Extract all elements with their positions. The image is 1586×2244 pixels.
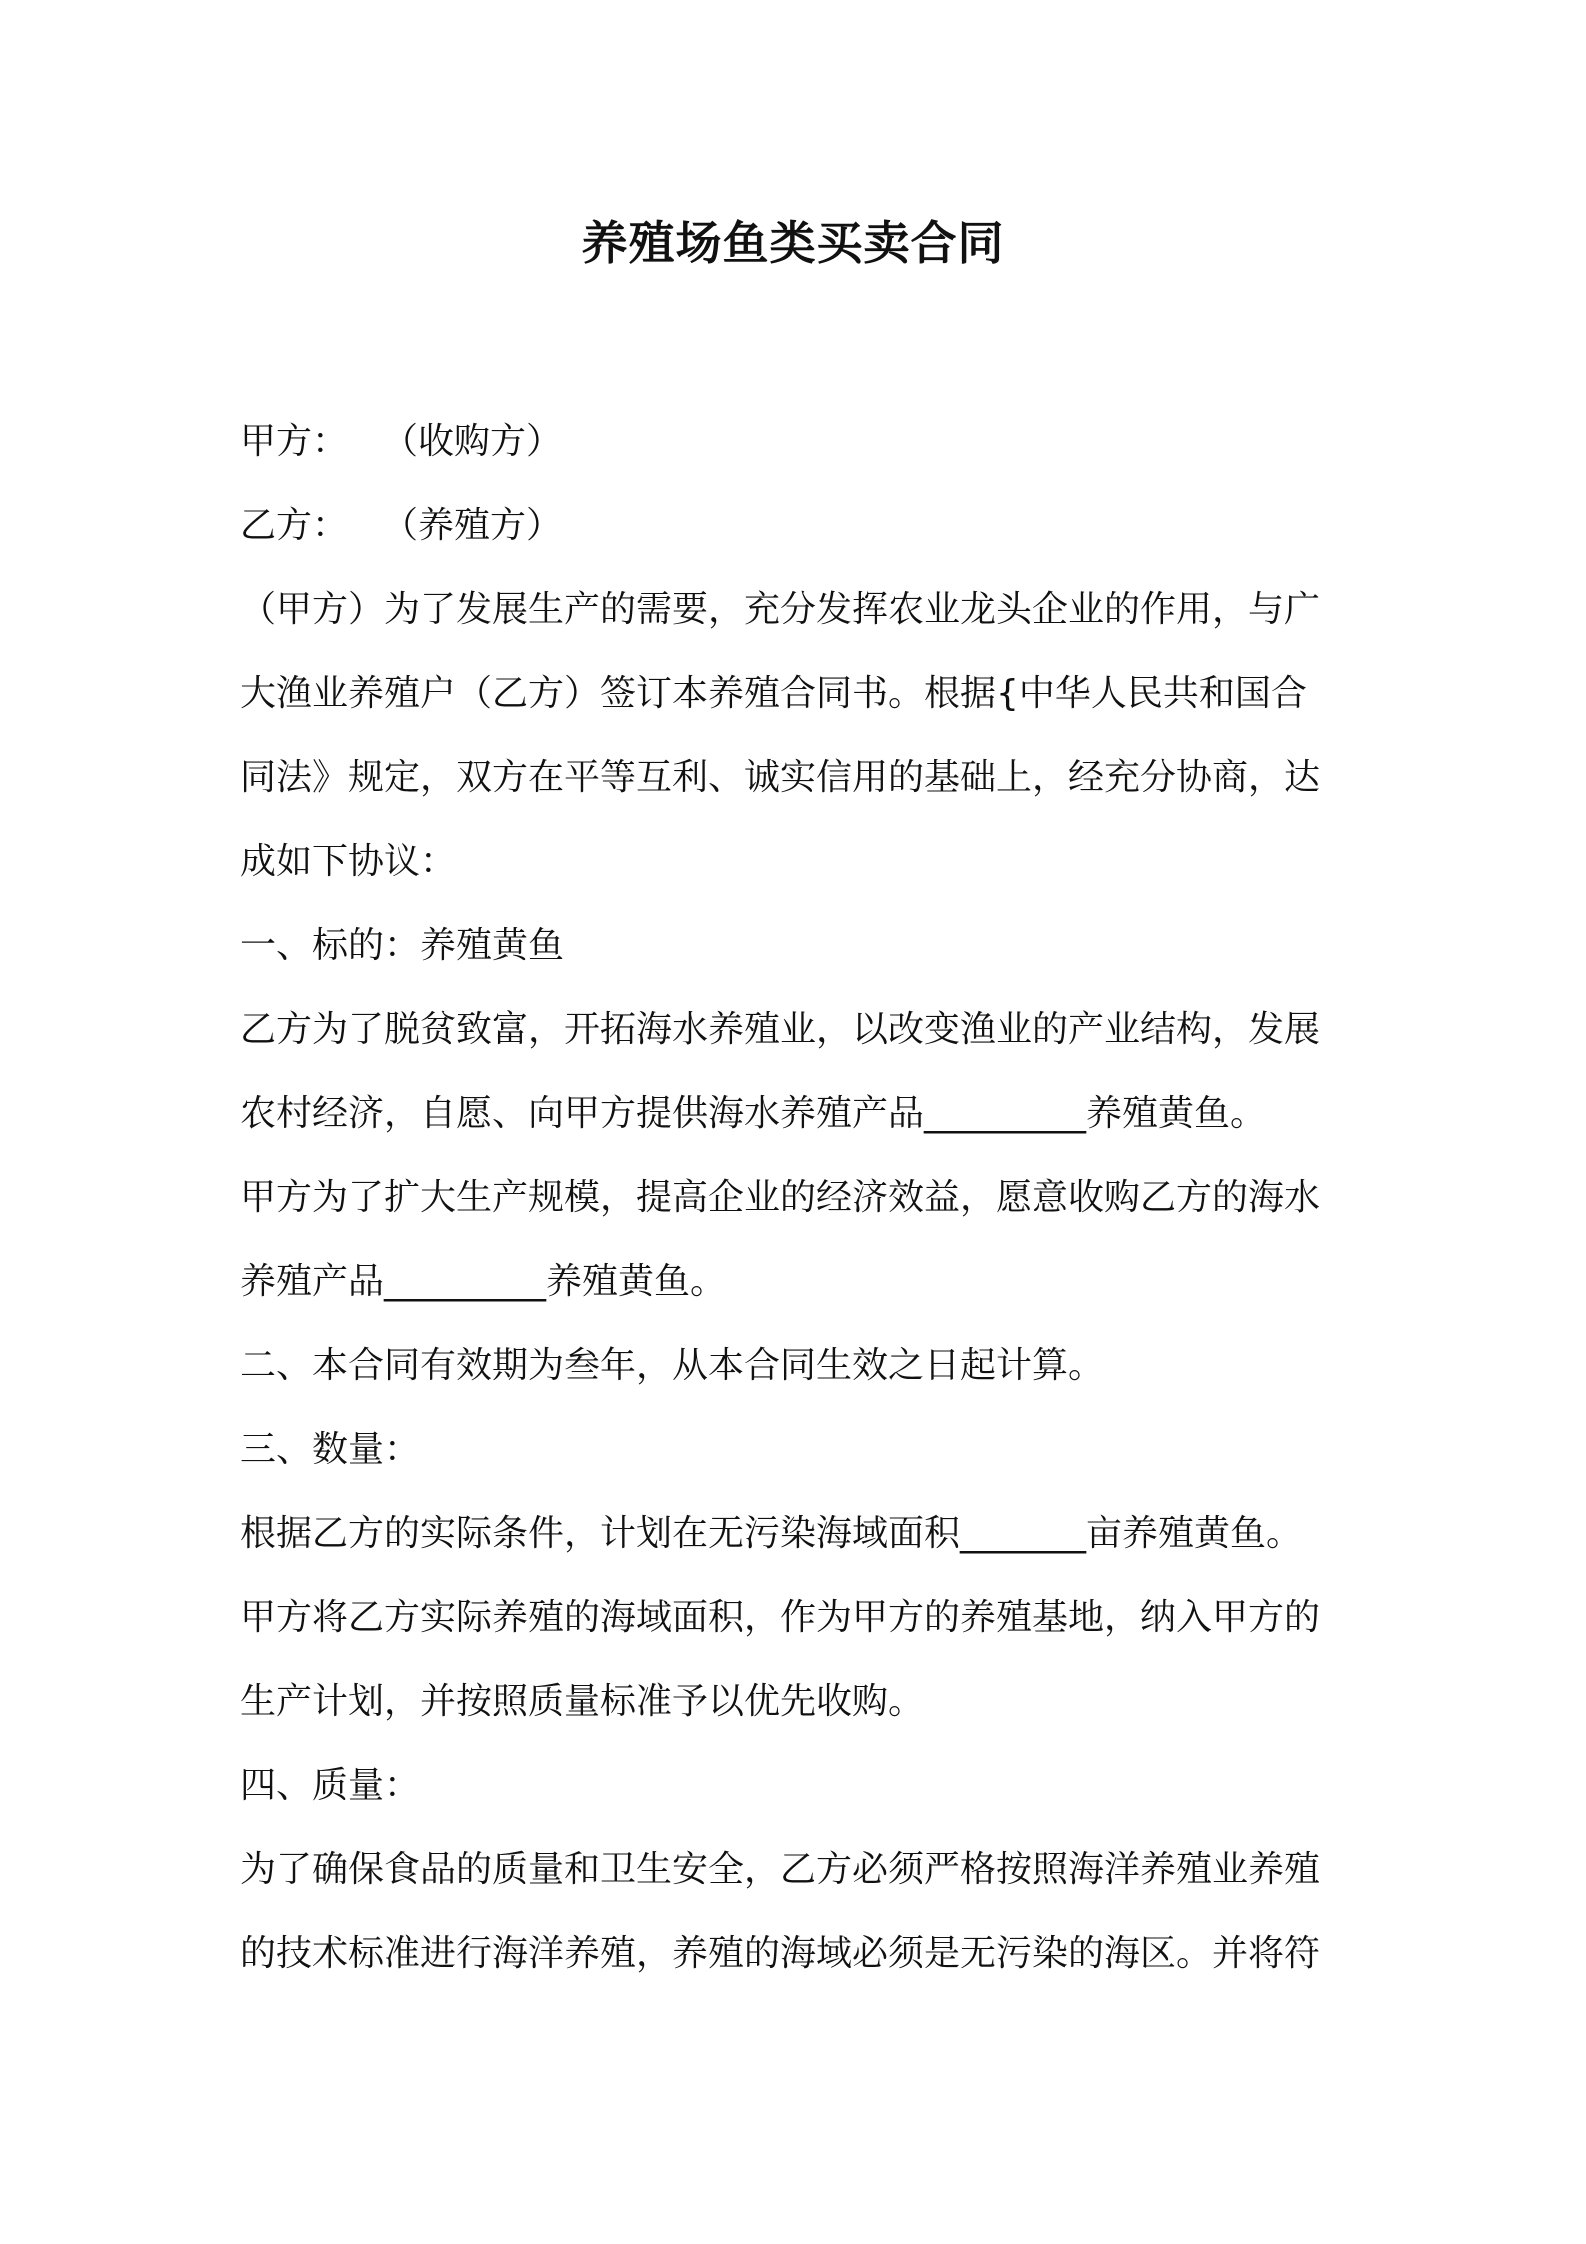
section-heading-quantity: 三、数量： [240, 1429, 421, 1470]
body-line-quantity-3: 生产计划，并按照质量标准予以优先收购。 [240, 1681, 925, 1722]
party-a-label: 甲方： [240, 421, 349, 462]
body-line-quality-1: 为了确保食品的质量和卫生安全，乙方必须严格按照海洋养殖业养殖 [240, 1849, 1321, 1890]
body-line-quality-2: 的技术标准进行海洋养殖，养殖的海域必须是无污染的海区。并将符 [240, 1933, 1321, 1974]
body-line-preamble-4: 成如下协议： [240, 841, 457, 882]
body-line-quantity-1: 根据乙方的实际条件，计划在无污染海域面积_______亩养殖黄鱼。 [240, 1513, 1303, 1554]
section-heading-subject: 一、标的：养殖黄鱼 [240, 925, 565, 966]
party-a-line [240, 400, 1350, 484]
body-line-quantity-2: 甲方将乙方实际养殖的海域面积，作为甲方的养殖基地，纳入甲方的 [240, 1597, 1321, 1638]
party-b-role: （养殖方） [382, 505, 563, 546]
party-b-line [240, 484, 1350, 568]
body-line-subject-1: 乙方为了脱贫致富，开拓海水养殖业，以改变渔业的产业结构，发展 [240, 1009, 1321, 1050]
body-line-preamble-2: 大渔业养殖户（乙方）签订本养殖合同书。根据{中华人民共和国合 [240, 673, 1307, 714]
document-title: 养殖场鱼类买卖合同 [581, 216, 1005, 270]
body-line-subject-4: 养殖产品_________养殖黄鱼。 [240, 1261, 727, 1302]
body-line-preamble-3: 同法》规定，双方在平等互利、诚实信用的基础上，经充分协商，达 [240, 757, 1321, 798]
body-line-subject-3: 甲方为了扩大生产规模，提高企业的经济效益，愿意收购乙方的海水 [240, 1177, 1321, 1218]
body-line-preamble-1: （甲方）为了发展生产的需要，充分发挥农业龙头企业的作用，与广 [240, 589, 1321, 630]
section-heading-quality: 四、质量： [240, 1765, 421, 1806]
party-b-label: 乙方： [240, 505, 349, 546]
party-a-role: （收购方） [382, 421, 563, 462]
document-body [240, 400, 1350, 1996]
body-line-subject-2: 农村经济，自愿、向甲方提供海水养殖产品_________养殖黄鱼。 [240, 1093, 1267, 1134]
section-heading-term: 二、本合同有效期为叁年，从本合同生效之日起计算。 [240, 1345, 1105, 1386]
